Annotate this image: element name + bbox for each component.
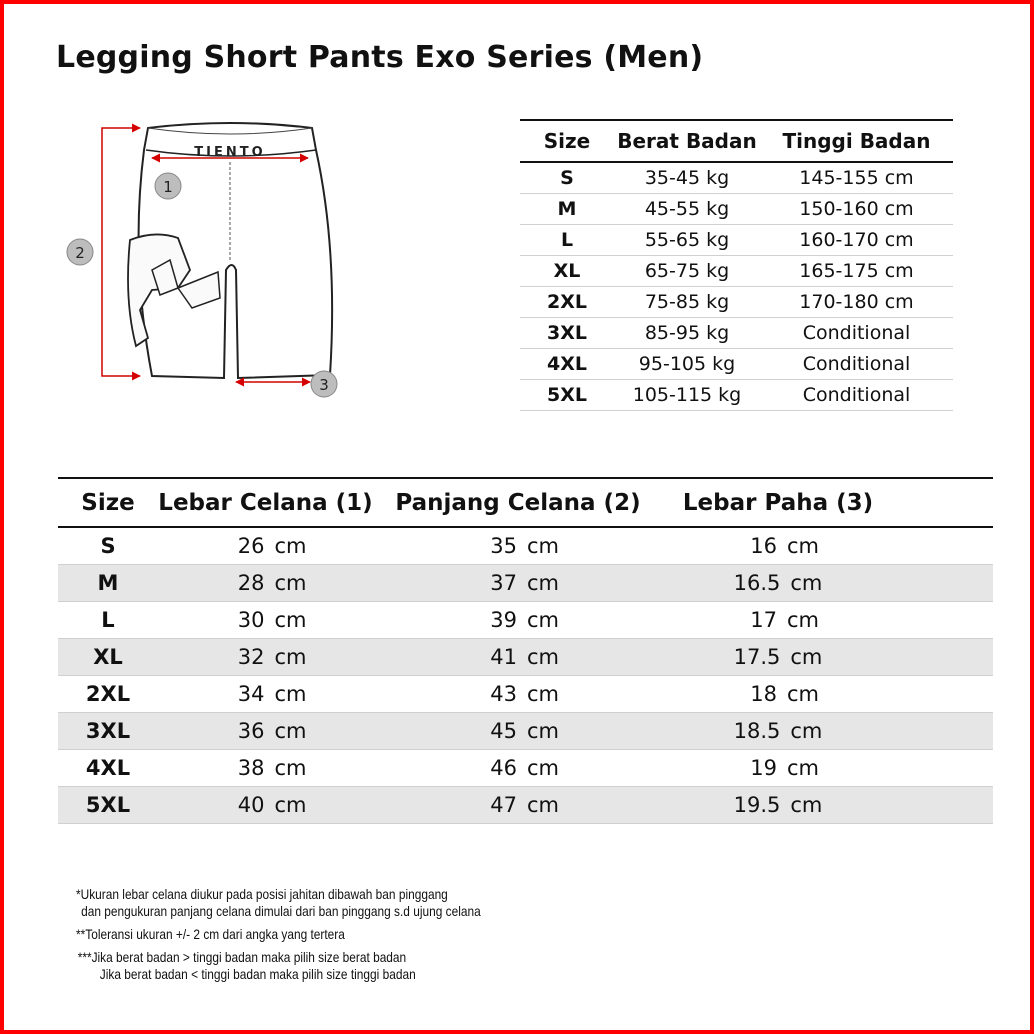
size-cell: 5XL bbox=[520, 380, 614, 411]
weight-cell: 65-75 kg bbox=[614, 256, 760, 287]
note-1-cont: dan pengukuran panjang celana dimulai dari ban pinggang s.d ujung celana bbox=[81, 903, 481, 919]
panjang-celana-cell: 35 cm bbox=[373, 527, 663, 565]
lebar-paha-cell: 16.5 cm bbox=[663, 565, 893, 602]
marker-3 bbox=[311, 371, 337, 397]
size-cell: XL bbox=[58, 639, 158, 676]
lebar-paha-cell: 18.5 cm bbox=[663, 713, 893, 750]
marker-1 bbox=[155, 173, 181, 199]
header-lebar-paha: Lebar Paha (3) bbox=[663, 478, 893, 527]
marker-2 bbox=[67, 239, 93, 265]
weight-cell: 55-65 kg bbox=[614, 225, 760, 256]
table-row bbox=[520, 349, 953, 380]
table-row bbox=[520, 380, 953, 411]
header-berat-badan: Berat Badan bbox=[614, 120, 760, 162]
lebar-celana-cell: 34 cm bbox=[158, 676, 373, 713]
table-row bbox=[58, 713, 993, 750]
svg-text:3: 3 bbox=[319, 376, 329, 394]
size-cell: S bbox=[520, 162, 614, 194]
table-row bbox=[520, 287, 953, 318]
page-title: Legging Short Pants Exo Series (Men) bbox=[56, 40, 704, 75]
measurement-table bbox=[58, 477, 993, 824]
svg-text:1: 1 bbox=[163, 178, 173, 196]
height-cell: 165-175 cm bbox=[760, 256, 953, 287]
panjang-celana-cell: 43 cm bbox=[373, 676, 663, 713]
lebar-celana-cell: 28 cm bbox=[158, 565, 373, 602]
table-row bbox=[520, 225, 953, 256]
lebar-celana-cell: 30 cm bbox=[158, 602, 373, 639]
weight-cell: 85-95 kg bbox=[614, 318, 760, 349]
lebar-celana-cell: 36 cm bbox=[158, 713, 373, 750]
panjang-celana-cell: 46 cm bbox=[373, 750, 663, 787]
svg-text:2: 2 bbox=[75, 244, 85, 262]
weight-cell: 45-55 kg bbox=[614, 194, 760, 225]
footnotes bbox=[76, 886, 481, 983]
height-cell: 170-180 cm bbox=[760, 287, 953, 318]
size-cell: M bbox=[58, 565, 158, 602]
lebar-paha-cell: 16 cm bbox=[663, 527, 893, 565]
brand-text: TIENTO bbox=[194, 145, 266, 160]
header-tinggi-badan: Tinggi Badan bbox=[760, 120, 953, 162]
body-size-table bbox=[520, 119, 953, 411]
weight-cell: 35-45 kg bbox=[614, 162, 760, 194]
height-cell: 160-170 cm bbox=[760, 225, 953, 256]
size-cell: L bbox=[520, 225, 614, 256]
note-2: **Toleransi ukuran +/- 2 cm dari angka yang tertera bbox=[76, 926, 345, 942]
table-row bbox=[520, 318, 953, 349]
size-cell: 2XL bbox=[520, 287, 614, 318]
lebar-paha-cell: 19.5 cm bbox=[663, 787, 893, 824]
header-size: Size bbox=[58, 478, 158, 527]
panjang-celana-cell: 47 cm bbox=[373, 787, 663, 824]
size-cell: 3XL bbox=[58, 713, 158, 750]
lebar-paha-cell: 17.5 cm bbox=[663, 639, 893, 676]
panjang-celana-cell: 45 cm bbox=[373, 713, 663, 750]
table-row bbox=[520, 194, 953, 225]
size-cell: 4XL bbox=[520, 349, 614, 380]
note-3-cont: Jika berat badan < tinggi badan maka pilih size tinggi badan bbox=[99, 966, 416, 982]
lebar-celana-cell: 32 cm bbox=[158, 639, 373, 676]
height-cell: Conditional bbox=[760, 318, 953, 349]
lebar-paha-cell: 19 cm bbox=[663, 750, 893, 787]
weight-cell: 95-105 kg bbox=[614, 349, 760, 380]
header-size: Size bbox=[520, 120, 614, 162]
size-cell: L bbox=[58, 602, 158, 639]
weight-cell: 105-115 kg bbox=[614, 380, 760, 411]
table-row bbox=[58, 750, 993, 787]
table-row bbox=[520, 256, 953, 287]
height-cell: Conditional bbox=[760, 349, 953, 380]
table-row bbox=[58, 787, 993, 824]
height-cell: 150-160 cm bbox=[760, 194, 953, 225]
lebar-celana-cell: 26 cm bbox=[158, 527, 373, 565]
weight-cell: 75-85 kg bbox=[614, 287, 760, 318]
table-header-row bbox=[58, 478, 993, 527]
panjang-celana-cell: 41 cm bbox=[373, 639, 663, 676]
lebar-celana-cell: 40 cm bbox=[158, 787, 373, 824]
lebar-celana-cell: 38 cm bbox=[158, 750, 373, 787]
height-cell: Conditional bbox=[760, 380, 953, 411]
table-row bbox=[58, 527, 993, 565]
table-row bbox=[520, 162, 953, 194]
lebar-paha-cell: 17 cm bbox=[663, 602, 893, 639]
size-cell: XL bbox=[520, 256, 614, 287]
note-3: ***Jika berat badan > tinggi badan maka pilih size berat badan bbox=[77, 949, 407, 965]
lebar-paha-cell: 18 cm bbox=[663, 676, 893, 713]
size-cell: 4XL bbox=[58, 750, 158, 787]
panjang-celana-cell: 39 cm bbox=[373, 602, 663, 639]
header-panjang-celana: Panjang Celana (2) bbox=[373, 478, 663, 527]
table-header-row bbox=[520, 120, 953, 162]
table-row bbox=[58, 676, 993, 713]
height-cell: 145-155 cm bbox=[760, 162, 953, 194]
header-lebar-celana: Lebar Celana (1) bbox=[158, 478, 373, 527]
size-cell: 5XL bbox=[58, 787, 158, 824]
size-cell: 3XL bbox=[520, 318, 614, 349]
size-cell: S bbox=[58, 527, 158, 565]
table-row bbox=[58, 565, 993, 602]
panjang-celana-cell: 37 cm bbox=[373, 565, 663, 602]
table-row bbox=[58, 602, 993, 639]
table-row bbox=[58, 639, 993, 676]
shorts-illustration bbox=[60, 110, 360, 410]
size-cell: 2XL bbox=[58, 676, 158, 713]
note-1: *Ukuran lebar celana diukur pada posisi jahitan dibawah ban pinggang bbox=[76, 886, 448, 902]
size-cell: M bbox=[520, 194, 614, 225]
